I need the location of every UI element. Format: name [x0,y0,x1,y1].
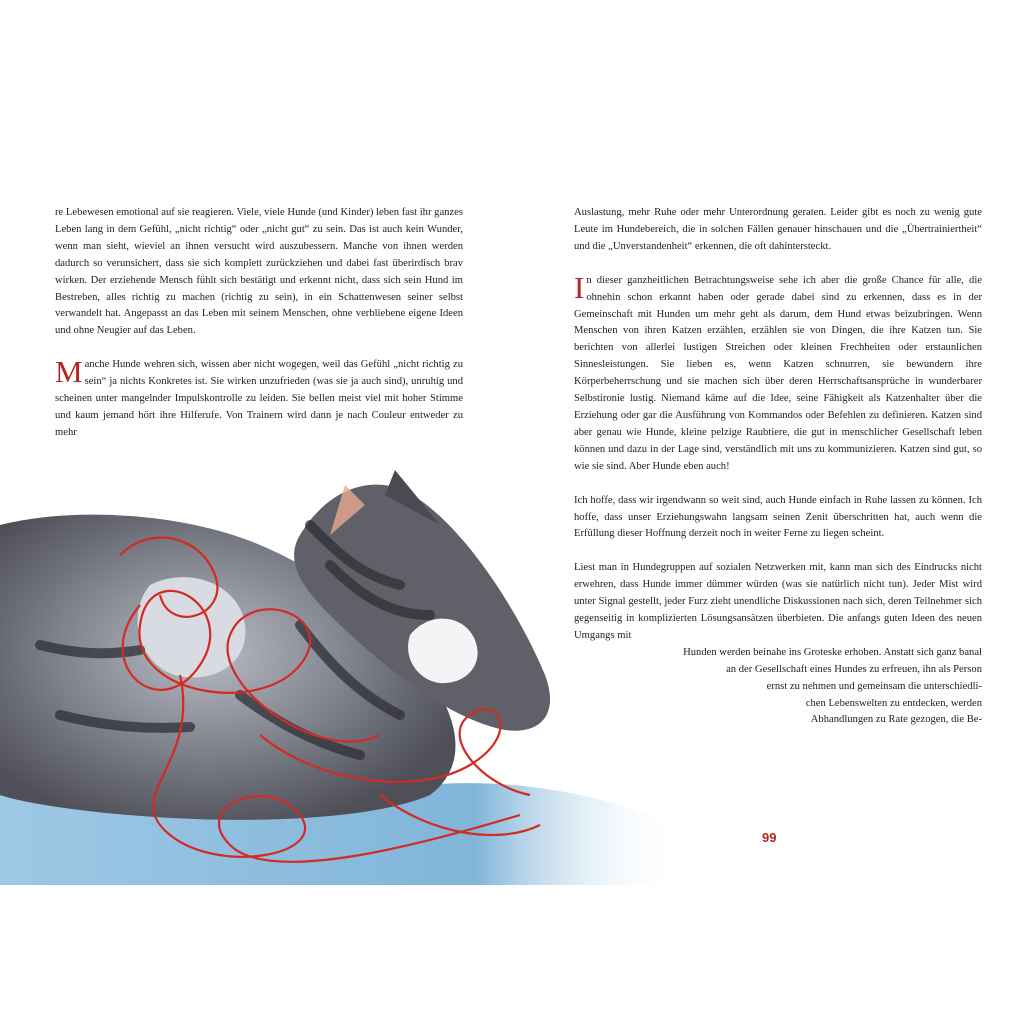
left-paragraph-2 [55,354,463,442]
drop-cap-m: M [55,354,83,390]
shaped-line: ernst zu nehmen und gemeinsam die unterschiedli- [766,680,982,692]
right-paragraph-2-text: n dieser ganzheitlichen Betrachtungsweise sehe ich aber die große Chance für alle, die ohnehin schon erkannt haben oder gerade dabei sind zu erkennen, dass es in der Gemeinschaft mit Hunden um mehr geht als darum, dem Hund etwas beizubringen. Wenn Menschen von ihren Katzen erzählen, erzählen sie von Dingen, die ihre Katzen tun. Sie berichten von allerlei lustigen Streichen oder kleinen Frechheiten oder erstaunlichen Sinnesleistungen. Sie lieben es, wenn Katzen schnurren, sie bewundern ihre Körperbeherrschung und sie machen sich über deren Herrschaftsansprüche in wunderbarer Selbstironie lustig. Niemand käme auf die Idee, seine Fähigkeit als Katzenhalter über die Erziehung oder gar die Ausführung von Kommandos oder Befehlen zu definieren. Katzen sind aber genau wie Hunde, kleine pelzige Raubtiere, die gut in menschlicher Gesellschaft leben können und dazu in der Lage sind, verständlich mit uns zu kommunizieren. Katzen sind gut, so wie sie sind. Aber Hunde eben auch! [574,274,982,472]
shaped-line: chen Lebenswelten zu entdecken, werden [805,697,982,709]
drop-cap-i: I [574,269,585,305]
left-paragraph-2-text: anche Hunde wehren sich, wissen aber nicht wogegen, weil das Gefühl „nicht richtig zu sein“ ja nichts Konkretes ist. Sie wirken unzufrieden (was sie ja auch sind), unruhig und scheinen unter mangelnder Impulskontrolle zu leiden. Sie bellen meist viel mit hoher Stimme und kaum jemand hört ihre Hilferufe. Von Trainern wird dann je nach Couleur entweder zu mehr [55,359,463,438]
right-paragraph-4-text: Liest man in Hundegruppen auf sozialen Netzwerken mit, kann man sich des Eindrucks nicht erwehren, dass Hunde immer dümmer würden (was sie natürlich nicht tun). Jeder Mist wird unter Signal gestellt, jeder Furz zieht unendliche Diskussionen nach sich, deren Teilnehmer sich gegenseitig in komplizierten Lösungsansätzen überbieten. Die anfangs guten Ideen des neuen Umgangs mit [574,562,982,641]
right-paragraph-1: Auslastung, mehr Ruhe oder mehr Unterordnung geraten. Leider gibt es noch zu wenig gute Leute im Hundebereich, die in solchen Fällen genauer hinschauen und die „Übertrainiertheit“ und die „Unverstandenheit“ erkennen, die oft dahintersteckt. [574,207,982,252]
shaped-text-block [574,645,982,730]
page-number: 99 [762,830,777,845]
right-text-column [574,205,982,729]
right-paragraph-4 [574,560,982,645]
right-paragraph-2 [574,269,982,476]
left-paragraph-1: re Lebewesen emotional auf sie reagieren. Viele, viele Hunde (und Kinder) leben fast ihr ganzes Leben lang in dem Gefühl, „nicht richtig“ oder „nicht gut“ zu sein. Das ist auch kein Wunder, wenn man sieht, wieviel an ihnen versucht wird auszubessern. Manche von ihnen werden dadurch so verunsichert, dass sie sich komplett zurückziehen und dabei fast überirdisch brav wirken. Der erziehende Mensch fühlt sich bestätigt und erkennt nicht, dass sich sein Hund im Bestreben, alles richtig zu machen (richtig zu sein), in ein Schattenwesen seiner selbst verwandelt hat. Angepasst an das Leben mit seinem Menschen, ohne verbliebene eigene Ideen und ohne Neugier auf das Leben. [55,207,463,337]
right-page [512,0,1024,1024]
shaped-line: Hunden werden beinahe ins Groteske erhoben. Anstatt sich ganz banal [683,646,982,658]
left-text-column [55,205,463,442]
shaped-line: Abhandlungen zu Rate gezogen, die Be- [810,714,982,726]
shaped-line: an der Gesellschaft eines Hundes zu erfreuen, ihn als Person [726,663,982,675]
right-paragraph-3: Ich hoffe, dass wir irgendwann so weit sind, auch Hunde einfach in Ruhe lassen zu können. Ich hoffe, dass unser Erziehungswahn langsam seinen Zenit überschritten hat, auch wenn die Erfüllung dieser Hoffnung derzeit noch in weiter Ferne zu liegen scheint. [574,494,982,540]
